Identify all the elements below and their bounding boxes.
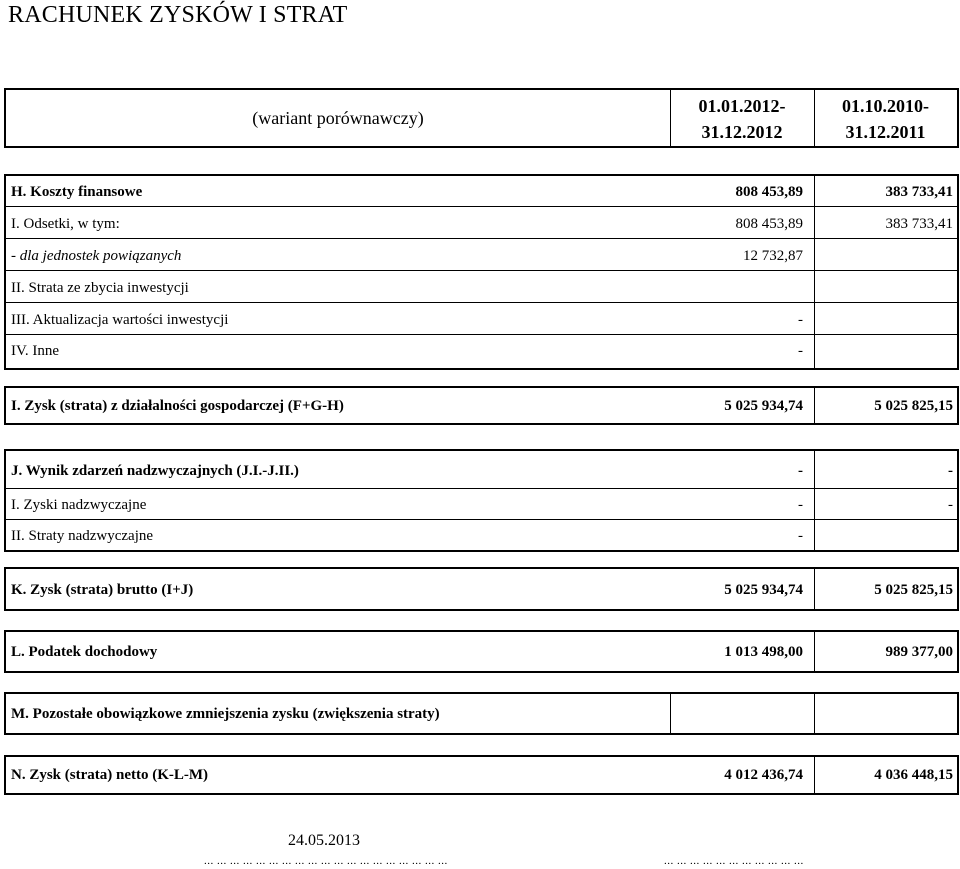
row-value-j-previous: - bbox=[948, 463, 953, 479]
period-current bbox=[670, 93, 814, 145]
block-h bbox=[4, 174, 959, 370]
row-label-j-i: I. Zyski nadzwyczajne bbox=[11, 497, 147, 513]
block-n bbox=[4, 755, 959, 795]
row-value-h-current: 808 453,89 bbox=[735, 184, 803, 200]
block-l bbox=[4, 630, 959, 673]
row-label-j: J. Wynik zdarzeń nadzwyczajnych (J.I.-J.II.) bbox=[11, 463, 299, 479]
row-value-h-i-previous: 383 733,41 bbox=[885, 216, 953, 232]
row-label-i: I. Zysk (strata) z działalności gospodarczej (F+G-H) bbox=[11, 398, 344, 414]
row-label-h: H. Koszty finansowe bbox=[11, 184, 143, 200]
period-previous-start: 01.10.2010- bbox=[842, 96, 929, 116]
period-current-end: 31.12.2012 bbox=[701, 122, 783, 142]
signature-line-right: ... ... ... ... ... ... ... ... ... ... ... bbox=[664, 855, 804, 867]
row-value-k-previous: 5 025 825,15 bbox=[874, 582, 953, 598]
row-label-l: L. Podatek dochodowy bbox=[11, 644, 158, 660]
row-label-k: K. Zysk (strata) brutto (I+J) bbox=[11, 582, 194, 598]
row-label-n: N. Zysk (strata) netto (K-L-M) bbox=[11, 767, 209, 783]
row-label-h-related: - dla jednostek powiązanych bbox=[11, 248, 182, 264]
row-value-h-iv-current: - bbox=[798, 343, 803, 359]
row-value-l-current: 1 013 498,00 bbox=[724, 644, 803, 660]
row-value-l-previous: 989 377,00 bbox=[885, 644, 953, 660]
row-label-h-ii: II. Strata ze zbycia inwestycji bbox=[11, 280, 189, 296]
row-value-n-previous: 4 036 448,15 bbox=[874, 767, 953, 783]
row-label-h-iv: IV. Inne bbox=[11, 343, 60, 359]
row-label-j-ii: II. Straty nadzwyczajne bbox=[11, 528, 154, 544]
block-m bbox=[4, 692, 959, 735]
row-value-j-ii-current: - bbox=[798, 528, 803, 544]
row-value-j-i-previous: - bbox=[948, 497, 953, 513]
variant-label: (wariant porównawczy) bbox=[252, 108, 424, 128]
row-value-h-iii-current: - bbox=[798, 312, 803, 328]
row-value-h-previous: 383 733,41 bbox=[885, 184, 953, 200]
row-value-h-i-current: 808 453,89 bbox=[735, 216, 803, 232]
period-current-start: 01.01.2012- bbox=[698, 96, 786, 116]
row-value-i-previous: 5 025 825,15 bbox=[874, 398, 953, 414]
row-label-m: M. Pozostałe obowiązkowe zmniejszenia zysku (zwiększenia straty) bbox=[11, 706, 440, 722]
page-title: RACHUNEK ZYSKÓW I STRAT bbox=[8, 2, 348, 28]
row-label-h-i: I. Odsetki, w tym: bbox=[11, 216, 120, 232]
block-i bbox=[4, 386, 959, 425]
signature-date: 24.05.2013 bbox=[288, 832, 360, 849]
row-value-i-current: 5 025 934,74 bbox=[724, 398, 803, 414]
period-previous-end: 31.12.2011 bbox=[845, 122, 926, 142]
row-value-k-current: 5 025 934,74 bbox=[724, 582, 803, 598]
period-previous bbox=[814, 93, 957, 145]
signature-line-left: ... ... ... ... ... ... ... ... ... ... ... ... ... ... ... ... ... ... ... bbox=[204, 855, 448, 867]
header-box bbox=[4, 88, 959, 148]
row-label-h-iii: III. Aktualizacja wartości inwestycji bbox=[11, 312, 229, 328]
block-k bbox=[4, 567, 959, 611]
row-value-h-related-current: 12 732,87 bbox=[743, 248, 803, 264]
block-j bbox=[4, 449, 959, 552]
row-value-j-current: - bbox=[798, 463, 803, 479]
row-value-j-i-current: - bbox=[798, 497, 803, 513]
row-value-n-current: 4 012 436,74 bbox=[724, 767, 803, 783]
